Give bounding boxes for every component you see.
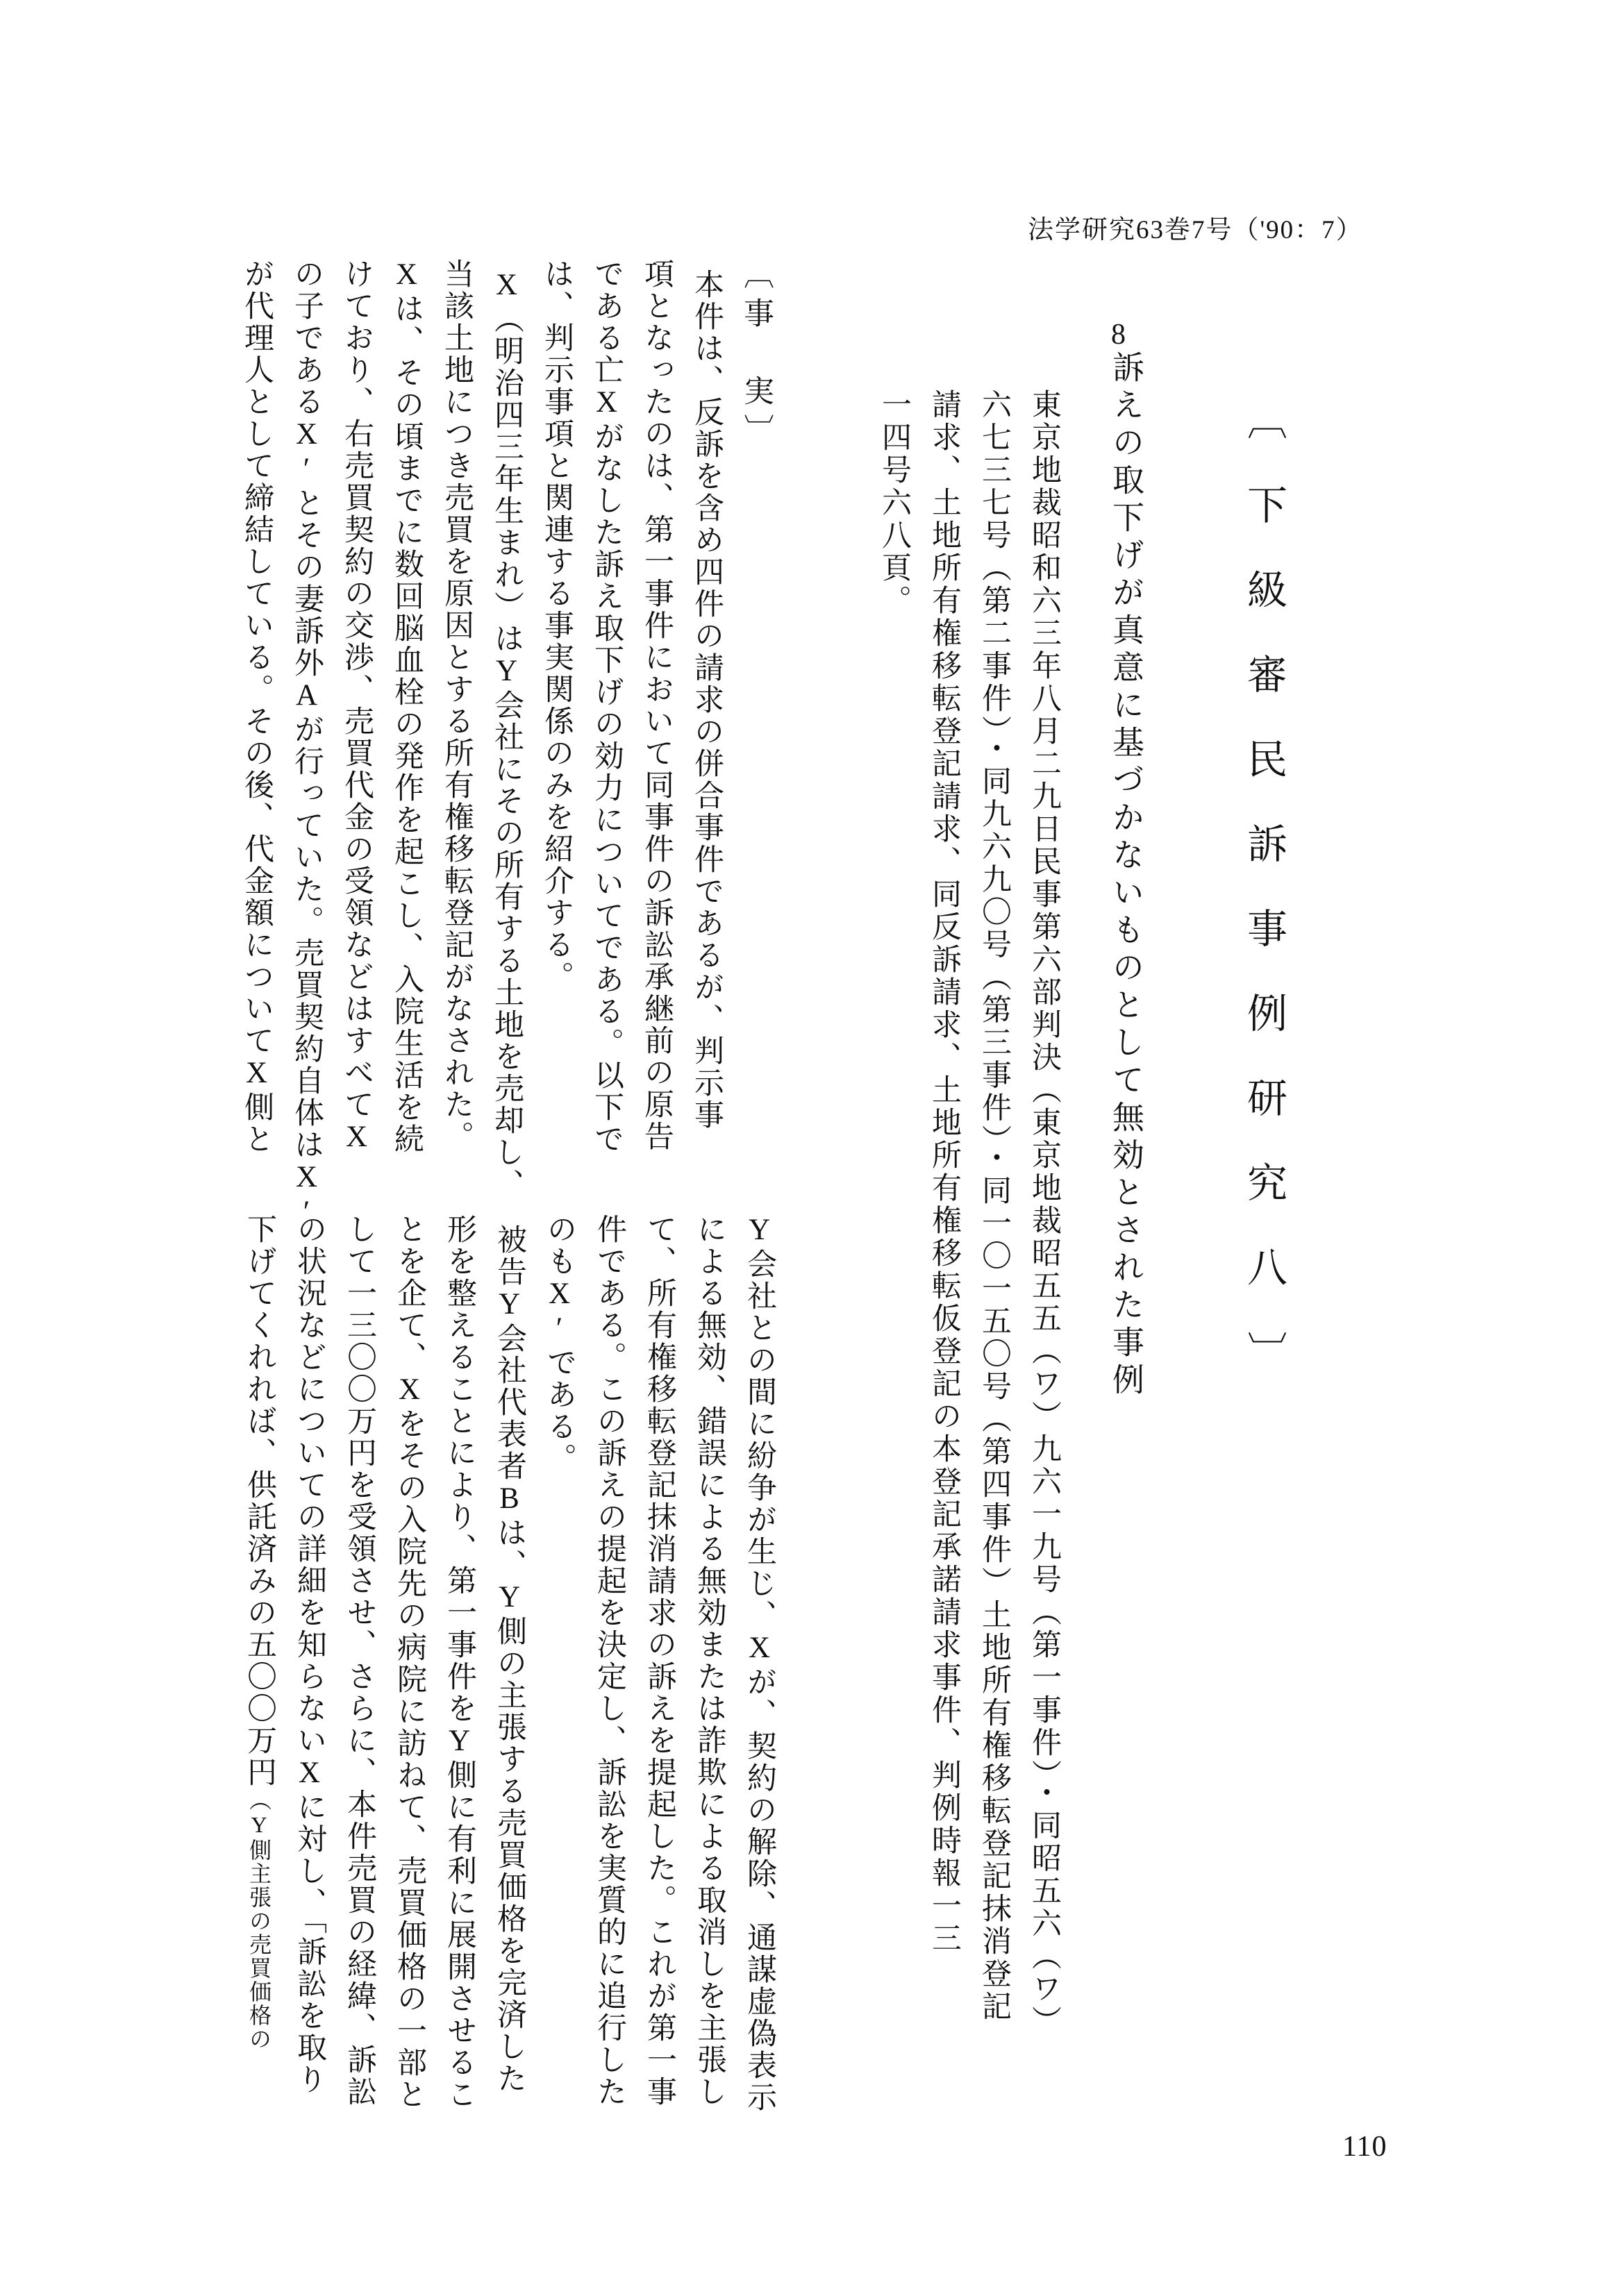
- case-title: 訴えの取下げが真意に基づかないものとして無効とされた事例: [1108, 351, 1144, 1400]
- facts-column: の状況などについての詳細を知らないXに対し、「訴訟を取り: [293, 1214, 326, 2096]
- facts-section-heading: 〔事 実〕: [739, 258, 773, 453]
- citation-line: 一四号六八頁。: [878, 389, 910, 617]
- facts-column: 項となったのは、第一事件において同事件の訴訟承継前の原告: [640, 258, 673, 1153]
- facts-column: が代理人として締結している。その後、代金額についてX側と: [240, 258, 273, 1155]
- series-title: 〔下級審民訴事例研究八〕: [1241, 399, 1286, 1416]
- citation-line: 東京地裁昭和六三年八月二九日民事第六部判決（東京地裁昭五五（ワ）九六一九号（第一事件）・同昭五六（ワ）: [1028, 389, 1060, 2038]
- facts-column: 被告Y会社代表者Bは、Y側の主張する売買価格を完済した: [493, 1224, 526, 2095]
- facts-column: は、判示事項と関連する事実関係のみを紹介する。: [540, 258, 573, 993]
- facts-column: 形を整えることにより、第一事件をY側に有利に展開させるこ: [443, 1214, 476, 2111]
- facts-column: Y会社との間に紛争が生じ、Xが、契約の解除、通謀虚偽表示: [743, 1214, 776, 2113]
- facts-column: の子であるX′とその妻訴外Aが行っていた。売買契約自体はX′: [290, 258, 323, 1230]
- facts-column: 当該土地につき売買を原因とする所有権移転登記がなされた。: [440, 258, 473, 1153]
- facts-column: て、所有権移転登記抹消請求の訴えを提起した。これが第一事: [643, 1214, 676, 2108]
- citation-line: 六七三七号（第二事件）・同九六九〇号（第三事件）・同一〇一五〇号（第四事件）土地所有権移転登記抹消登記: [978, 389, 1010, 2023]
- facts-column: である亡Xがなした訴え取下げの効力についてである。以下で: [590, 258, 623, 1155]
- case-number: 8: [1111, 319, 1126, 351]
- facts-column: X（明治四三年生まれ）はY会社にその所有する土地を売却し、: [490, 269, 523, 1200]
- facts-column: 件である。この訴えの提起を決定し、訴訟を実質的に追行した: [593, 1214, 626, 2108]
- facts-column: による無効、錯誤による無効または詐欺による取消しを主張し: [693, 1214, 726, 2108]
- journal-header: 法学研究63巻7号（'90：7）: [1028, 216, 1363, 244]
- facts-column: [244, 1214, 274, 2051]
- facts-column: のもX′である。: [543, 1214, 576, 1475]
- facts-column: とを企て、Xをその入院先の病院に訪ねて、売買価格の一部と: [393, 1214, 426, 2111]
- facts-column: 本件は、反訴を含め四件の請求の併合事件であるが、判示事: [690, 269, 723, 1131]
- facts-column: けており、右売買契約の交渉、売買代金の受領などはすべてX: [340, 258, 373, 1155]
- citation-line: 請求、土地所有権移転登記請求、同反訴請求、土地所有権移転仮登記の本登記承諾請求事件、判例時報一三: [928, 389, 960, 1955]
- page-number: 110: [1342, 2131, 1387, 2163]
- facts-column-text: 下げてくれれば、供託済みの五〇〇万円: [243, 1214, 276, 1788]
- facts-annotation-small: （Y側主張の売買価格の: [247, 1788, 272, 2051]
- facts-column: Xは、その頃までに数回脳血栓の発作を起こし、入院生活を続: [390, 258, 423, 1155]
- facts-column: して一三〇〇万円を受領させ、さらに、本件売買の経緯、訴訟: [343, 1214, 376, 2108]
